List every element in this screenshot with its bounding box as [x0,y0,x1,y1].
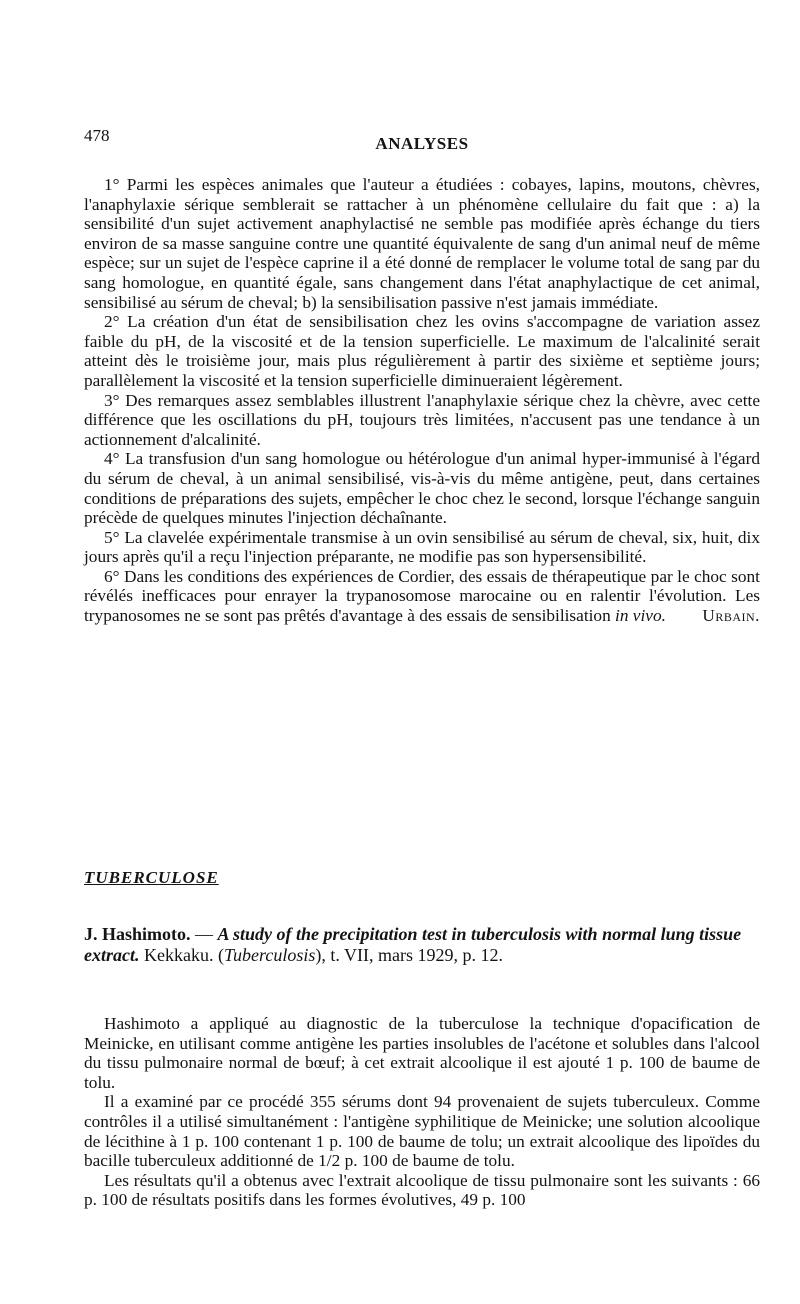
review-paragraph-2: Il a examiné par ce procédé 355 sérums dont 94 provenaient de sujets tuberculeux. Comme contrôles il a utilisé simultanément : l'antigène syphilitique de Meinicke; une solution alcoolique de lécithine à 1 p. 100 contenant 1 p. 100 de baume de tolu; un extrait alcoolique des lipoïdes du bacille tuberculeux additionné de 1/2 p. 100 de baume de tolu. [84,1092,760,1171]
reference-title: A study of the precipitation test in tuberculosis with normal lung tissue extract. [84,924,742,965]
running-title: ANALYSES [375,134,469,153]
summary-paragraph-1: 1° Parmi les espèces animales que l'auteur a étudiées : cobayes, lapins, moutons, chèvres, l'anaphylaxie sérique semblerait se rattacher à un phénomène cellulaire du fait que : a) la sensibilité d'un sujet activement anaphylactisé ne semble pas modifiée après échange du tiers environ de sa masse sanguine contre une quantité équivalente de sang d'un animal neuf de même espèce; sur un sujet de l'espèce caprine il a été donné de remplacer le volume total de sang par du sang homologue, en quantité égale, sans changement dans l'état anaphylactique de cet animal, sensibilisé au sérum de cheval; b) la sensibilisation passive n'est jamais immédiate. [84,175,760,312]
summary-paragraph-4: 4° La transfusion d'un sang homologue ou hétérologue d'un animal hyper-immunisé à l'égard du sérum de cheval, à un animal sensibilisé, vis-à-vis du même antigène, peut, dans certaines conditions de préparations des sujets, empêcher le choc chez le second, lorsque l'échange sanguin précède de quelques minutes l'injection déchaînante. [84,449,760,528]
reference-journal-italic: Tuberculosis [223,945,316,965]
review-paragraph-1: Hashimoto a appliqué au diagnostic de la tuberculose la technique d'opacification de Meinicke, en utilisant comme antigène les parties insolubles de l'acétone et solubles dans l'alcool du tissu pulmonaire normal de bœuf; à cet extrait alcoolique il est ajouté 1 p. 100 de baume de tolu. [84,1014,760,1092]
review-text [84,1014,760,1210]
summary-paragraph-6 [84,567,760,626]
in-vivo-italic: in vivo. [615,606,666,626]
review-paragraph-3: Les résultats qu'il a obtenus avec l'extrait alcoolique de tissu pulmonaire sont les suivants : 66 p. 100 de résultats positifs dans les formes évolutives, 49 p. 100 [84,1170,760,1210]
reference-journal: Kekkaku. ( [139,945,224,965]
article-reference [84,924,760,966]
summary-paragraph-5: 5° La clavelée expérimentale transmise à un ovin sensibilisé au sérum de cheval, six, huit, dix jours après qu'il a reçu l'injection préparante, ne modifie pas son hypersensibilité. [84,527,760,567]
reference-author: J. Hashimoto. [84,924,191,944]
author-signature: Urbain. [702,606,760,626]
reference-details: ), t. VII, mars 1929, p. 12. [315,945,503,965]
page-header [84,126,760,152]
summary-paragraph-3: 3° Des remarques assez semblables illustrent l'anaphylaxie sérique chez la chèvre, avec cette différence que les oscillations du pH, toujours très limitées, n'accusent pas une tendance à un actionnement d'alcalinité. [84,390,760,449]
summary-paragraph-6-text: 6° Dans les conditions des expériences de Cordier, des essais de thérapeutique par le choc sont révélés inefficaces pour enrayer la trypanosomose marocaine ou en ralentir l'évolution. Les trypanosomes ne se sont pas prêtés d'avantage à des essais de sensibilisation [84,566,760,626]
section-heading: TUBERCULOSE [84,868,219,887]
summary-text [84,175,760,626]
reference-dash: — [190,924,218,944]
page-number: 478 [84,126,110,145]
summary-paragraph-2: 2° La création d'un état de sensibilisation chez les ovins s'accompagne de variation assez faible du pH, de la viscosité et de la tension superficielle. Le maximum de l'alcalinité serait atteint dès le troisième jour, mais plus régulièrement à partir des sixième et septième jours; parallèlement la viscosité et la tension superficielle diminueraient légèrement. [84,312,760,390]
